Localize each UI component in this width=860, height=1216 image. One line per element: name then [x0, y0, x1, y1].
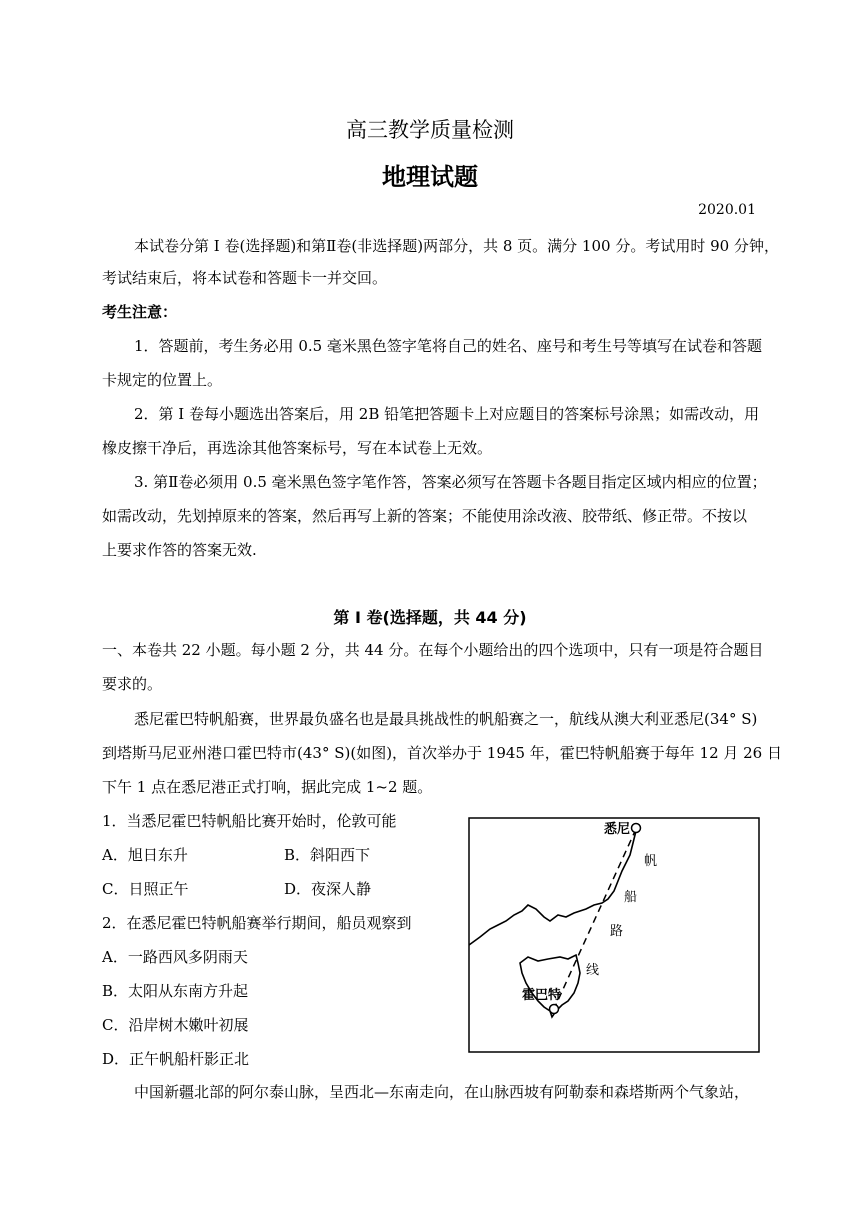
route-line — [554, 829, 636, 1009]
next-passage: 中国新疆北部的阿尔泰山脉，呈西北—东南走向，在山脉西坡有阿勒泰和森塔斯两个气象站， — [134, 1083, 750, 1101]
route-map — [468, 817, 760, 1053]
notice-line: 1．答题前，考生务必用 0.5 毫米黑色签字笔将自己的姓名、座号和考生号等填写在试卷和答题 — [134, 337, 762, 355]
question-2-option-b: B．太阳从东南方升起 — [102, 982, 249, 1000]
notice-line: 卡规定的位置上。 — [102, 371, 223, 389]
question-2-option-c: C．沿岸树木嫩叶初展 — [102, 1016, 249, 1034]
route-label-1: 帆 — [644, 854, 658, 869]
exam-date: 2020.01 — [698, 202, 756, 218]
notice-line: 如需改动，先划掉原来的答案，然后再写上新的答案；不能使用涂改液、胶带纸、修正带。不按以 — [102, 507, 748, 525]
question-1-option-d: D．夜深人静 — [284, 880, 372, 898]
passage-line: 到塔斯马尼亚州港口霍巴特市(43° S)(如图)，首次举办于 1945 年，霍巴特帆船赛于每年 12 月 26 日 — [102, 744, 782, 762]
notice-line: 上要求作答的答案无效. — [102, 541, 257, 559]
intro-line: 本试卷分第 I 卷(选择题)和第Ⅱ卷(非选择题)两部分，共 8 页。满分 100 分。考试用时 90 分钟， — [134, 237, 779, 255]
exam-subject: 地理试题 — [382, 163, 478, 191]
route-label-3: 路 — [610, 924, 624, 939]
hobart-label: 霍巴特 — [522, 988, 562, 1003]
question-2-option-a: A．一路西风多阴雨天 — [102, 948, 248, 966]
section-instruction: 要求的。 — [102, 675, 163, 693]
section-instruction: 一、本卷共 22 小题。每小题 2 分，共 44 分。在每个小题给出的四个选项中，只有一项是符合题目 — [102, 641, 764, 659]
passage-line: 下午 1 点在悉尼港正式打响，据此完成 1~2 题。 — [102, 778, 433, 796]
question-1-option-b: B．斜阳西下 — [284, 846, 371, 864]
notice-heading: 考生注意： — [102, 303, 178, 321]
route-label-2: 船 — [624, 890, 638, 905]
section-title: 第 I 卷(选择题，共 44 分) — [333, 608, 527, 627]
route-label-4: 线 — [586, 963, 600, 978]
question-2-stem: 2．在悉尼霍巴特帆船赛举行期间，船员观察到 — [102, 914, 412, 932]
question-1-option-c: C．日照正午 — [102, 880, 189, 898]
exam-title: 高三教学质量检测 — [346, 118, 514, 142]
question-1-stem: 1．当悉尼霍巴特帆船比赛开始时，伦敦可能 — [102, 812, 397, 830]
sydney-label: 悉尼 — [604, 822, 631, 837]
notice-line: 3. 第Ⅱ卷必须用 0.5 毫米黑色签字笔作答，答案必须写在答题卡各题目指定区域内相应的位置； — [134, 473, 767, 491]
hobart-marker — [550, 1005, 559, 1014]
intro-line: 考试结束后，将本试卷和答题卡一并交回。 — [102, 269, 388, 287]
question-1-option-a: A．旭日东升 — [102, 846, 188, 864]
passage-line: 悉尼霍巴特帆船赛，世界最负盛名也是最具挑战性的帆船赛之一，航线从澳大利亚悉尼(34° S) — [134, 710, 758, 728]
question-2-option-d: D．正午帆船杆影正北 — [102, 1050, 250, 1068]
notice-line: 2．第 I 卷每小题选出答案后，用 2B 铅笔把答题卡上对应题目的答案标号涂黑；如需改动，用 — [134, 405, 760, 423]
notice-line: 橡皮擦干净后，再选涂其他答案标号，写在本试卷上无效。 — [102, 439, 493, 457]
sydney-marker — [632, 824, 641, 833]
